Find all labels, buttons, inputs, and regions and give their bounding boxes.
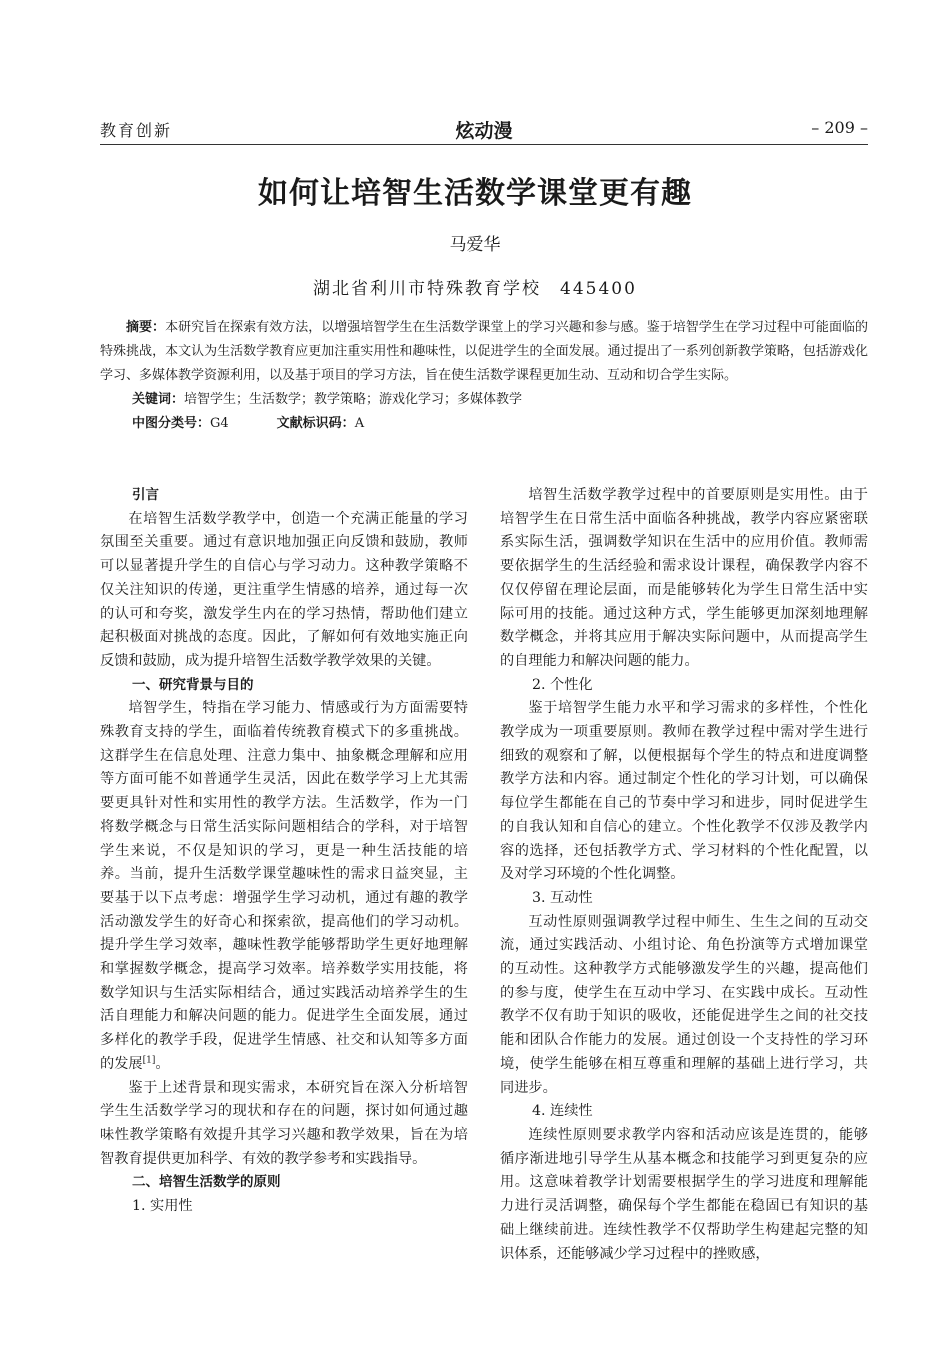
section1-paragraph-2: 鉴于上述背景和现实需求，本研究旨在深入分析培智学生生活数学学习的现状和存在的问题，探讨如何通过趣味性教学策略有效提升其学习兴趣和教学效果，旨在为培智教育提供更加科学、有效的教学参考和实践指导。 (100, 1079, 468, 1167)
keywords-label: 关键词： (132, 392, 185, 407)
interactivity-paragraph: 互动性原则强调教学过程中师生、生生之间的互动交流，通过实践活动、小组讨论、角色扮演等方式增加课堂的互动性。这种教学方式能够激发学生的兴趣，提高他们的参与度，使学生在互动中学习、在实践中成长。互动性教学不仅有助于知识的吸收，还能促进学生之间的社交技能和团队合作能力的发展。通过创设一个支持性的学习环境，使学生能够在相互尊重和理解的基础上进行学习，共同进步。 (500, 913, 868, 1096)
clc-label: 中图分类号： (132, 416, 211, 431)
continuity-paragraph: 连续性原则要求教学内容和活动应该是连贯的，能够循序渐进地引导学生从基本概念和技能学习到更复杂的应用。这意味着教学计划需要根据学生的学习进度和理解能力进行灵活调整，确保每个学生都能在稳固已有知识的基础上继续前进。连续性教学不仅帮助学生构建起完整的知识体系，还能够减少学习过程中的挫败感， (500, 1126, 868, 1262)
left-column (100, 484, 468, 1219)
abstract-label: 摘要： (126, 320, 166, 335)
section1-paragraph-1-end: 。 (155, 1055, 170, 1072)
intro-heading: 引言 (132, 487, 159, 503)
clc-value: G4 (210, 416, 229, 431)
page-number: – 209 – (811, 118, 868, 137)
doc-code-value: A (354, 416, 365, 431)
section1-paragraph-1-text: 培智学生，特指在学习能力、情感或行为方面需要特殊教育支持的学生，面临着传统教育模式下的多重挑战。这群学生在信息处理、注意力集中、抽象概念理解和应用等方面可能不如普通学生灵活，因此在数学学习上尤其需要更具针对性和实用性的教学方法。生活数学，作为一门将数学概念与日常生活实际问题相结合的学科，对于培智学生来说，不仅是知识的学习，更是一种生活技能的培养。当前，提升生活数学课堂趣味性的需求日益突显，主要基于以下点考虑：增强学生学习动机，通过有趣的教学活动激发学生的好奇心和探索欲，提高他们的学习动机。提升学生学习效率，趣味性教学能够帮助学生更好地理解和掌握数学概念，提高学习效率。培养数学实用技能，将数学知识与生活实际相结合，通过实践活动培养学生的生活自理能力和解决问题的能力。促进学生全面发展，通过多样化的教学手段，促进学生情感、社交和认知等多方面的发展 (100, 700, 468, 1072)
section1-paragraph-1 (100, 697, 468, 1076)
right-column (500, 484, 868, 1266)
citation-ref: [1] (142, 1055, 156, 1066)
personalization-paragraph: 鉴于培智学生能力水平和学习需求的多样性，个性化教学成为一项重要原则。教师在教学过程中需对学生进行细致的观察和了解，以便根据每个学生的特点和进度调整教学方法和内容。通过制定个性化的学习计划，可以确保每位学生都能在自己的节奏中学习和进步，同时促进学生的自我认知和自信心的建立。个性化教学不仅涉及教学内容的选择，还包括教学方式、学习材料的个性化配置，以及对学习环境的个性化调整。 (500, 700, 868, 883)
paper-title: 如何让培智生活数学课堂更有趣 (258, 176, 692, 211)
section2-heading: 二、培智生活数学的原则 (132, 1174, 281, 1191)
abstract-paragraph (100, 316, 868, 388)
section1-heading: 一、研究背景与目的 (132, 676, 254, 693)
running-header (100, 116, 868, 144)
journal-name: 炫动漫 (455, 120, 513, 142)
abstract-text: 本研究旨在探索有效方法，以增强培智学生在生活数学课堂上的学习兴趣和参与感。鉴于培智学生在学习过程中可能面临的特殊挑战，本文认为生活数学教育应更加注重实用性和趣味性，以促进学生的全面发展。通过提出了一系列创新教学策略，包括游戏化学习、多媒体教学资源利用，以及基于项目的学习方法，旨在使生活数学课程更加生动、互动和切合学生实际。 (100, 320, 868, 383)
practicality-paragraph: 培智生活数学教学过程中的首要原则是实用性。由于培智学生在日常生活中面临各种挑战，教学内容应紧密联系实际生活，强调数学知识在生活中的应用价值。教师需要依据学生的生活经验和需求设计课程，确保教学内容不仅仅停留在理论层面，而是能够转化为学生日常生活中实际可用的技能。通过这种方式，学生能够更加深刻地理解数学概念，并将其应用于解决实际问题中，从而提高学生的自理能力和解决问题的能力。 (500, 487, 868, 669)
subsection-continuity: 4. 连续性 (532, 1103, 593, 1120)
affiliation: 湖北省利川市特殊教育学校 445400 (313, 279, 637, 299)
keywords-row (100, 388, 868, 412)
intro-paragraph: 在培智生活数学教学中，创造一个充满正能量的学习氛围至关重要。通过有意识地加强正向反馈和鼓励，教师可以显著提升学生的自信心与学习动力。这种教学策略不仅关注知识的传递，更注重学生情感的培养，通过每一次的认可和夸奖，激发学生内在的学习热情，帮助他们建立起积极面对挑战的态度。因此，了解如何有效地实施正向反馈和鼓励，成为提升培智生活数学教学效果的关键。 (100, 510, 468, 669)
abstract-block (100, 316, 868, 436)
subsection-practicality: 1. 实用性 (132, 1198, 193, 1215)
author-name: 马爱华 (449, 235, 501, 255)
subsection-interactivity: 3. 互动性 (532, 889, 593, 906)
header-rule (100, 144, 868, 145)
subsection-personalization: 2. 个性化 (532, 676, 593, 693)
doc-code-label: 文献标识码： (276, 416, 355, 431)
keywords-text: 培智学生；生活数学；教学策略；游戏化学习；多媒体教学 (184, 392, 523, 407)
classification-row (100, 412, 868, 436)
journal-section: 教育创新 (100, 121, 173, 140)
